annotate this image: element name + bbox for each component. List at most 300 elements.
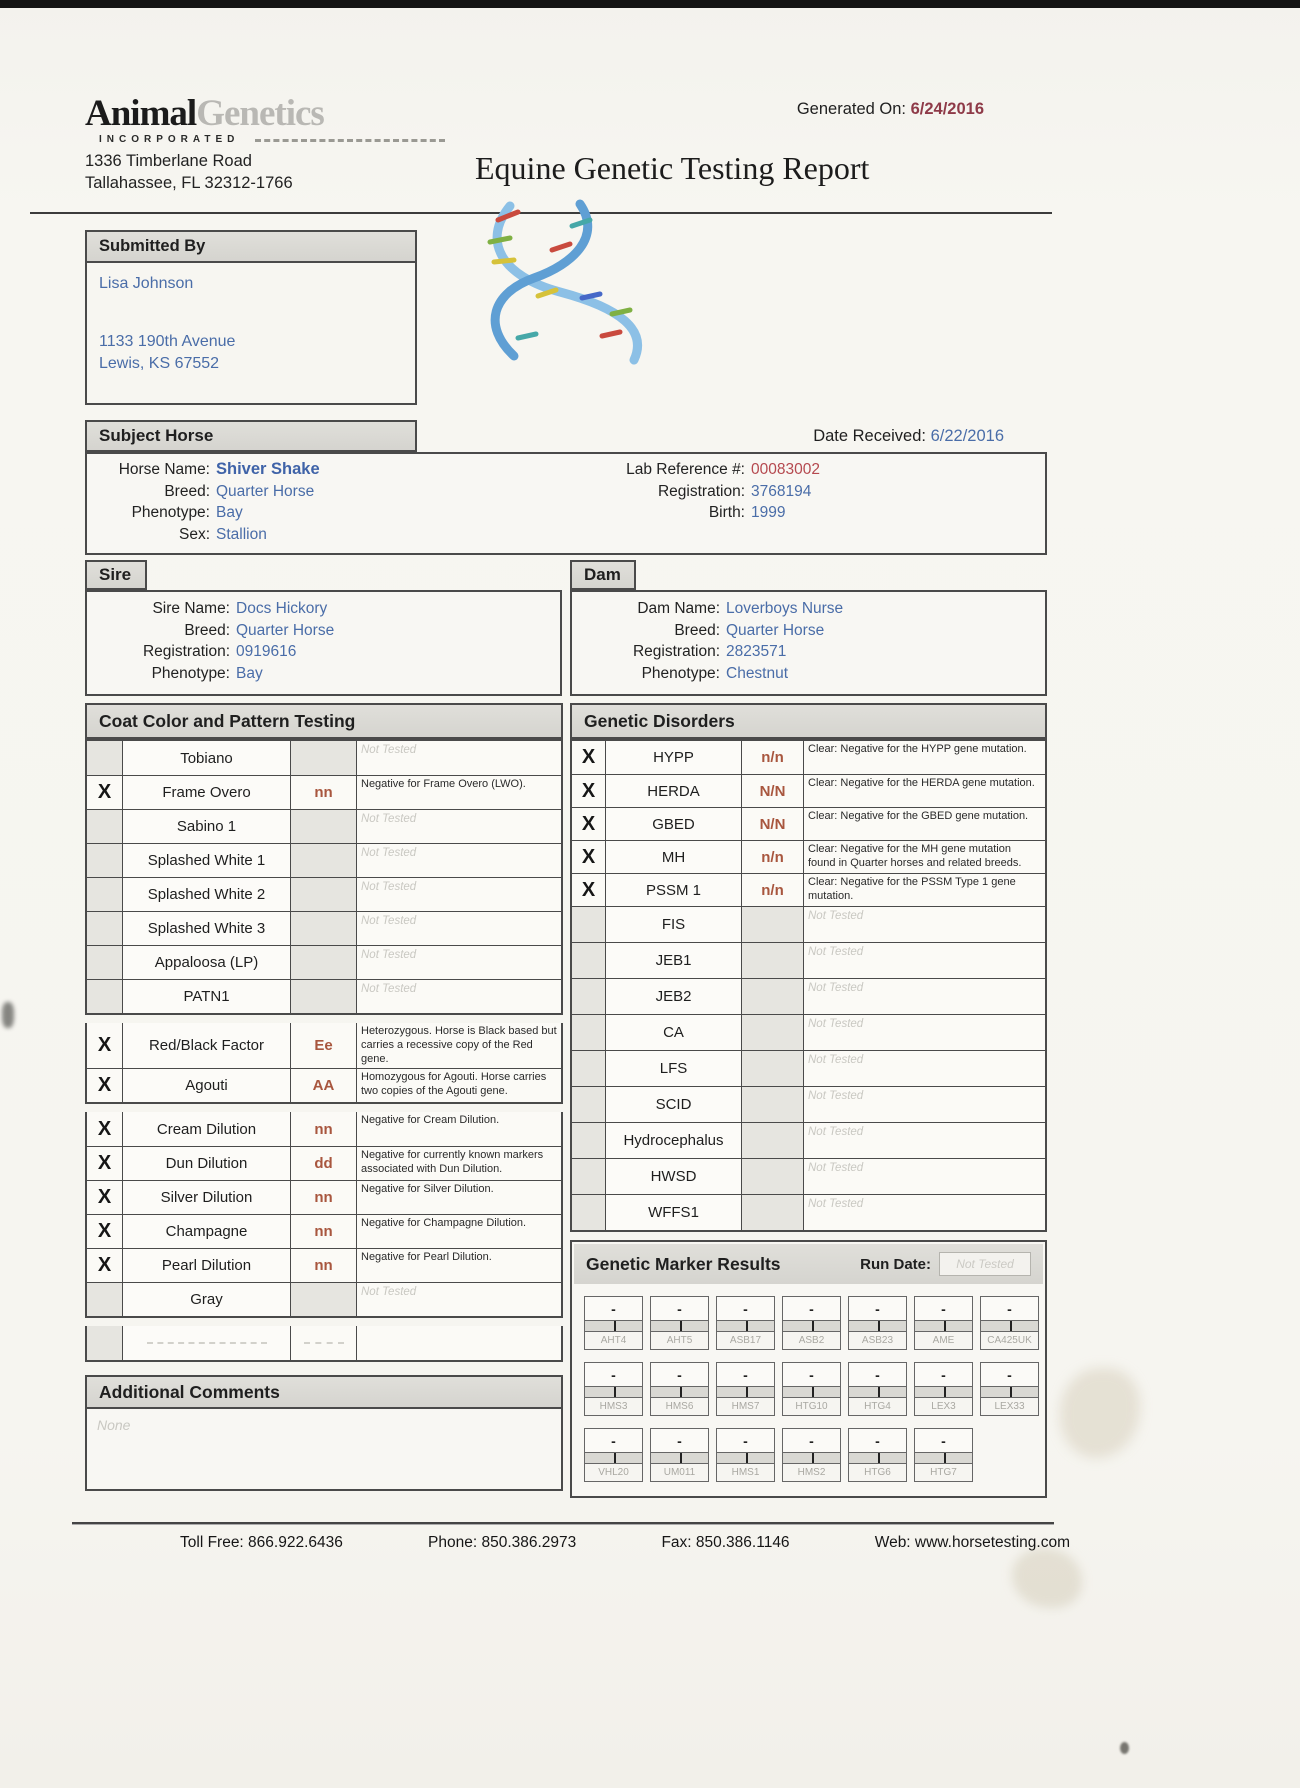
sire-header: Sire — [85, 560, 147, 590]
test-name-cell: PSSM 1 — [606, 874, 742, 906]
submitted-by-box — [85, 230, 417, 405]
field-row — [100, 598, 334, 620]
table-row — [87, 1248, 561, 1282]
field-value: Stallion — [216, 525, 267, 543]
company-address-line2: Tallahassee, FL 32312-1766 — [85, 174, 293, 192]
not-tested-label: Not Tested — [361, 744, 417, 756]
test-comment-cell: Negative for Frame Overo (LWO). — [361, 778, 526, 790]
marker-box — [848, 1362, 907, 1416]
test-result-cell: N/N — [742, 808, 804, 840]
table-row — [87, 741, 561, 775]
submitter-name: Lisa Johnson — [99, 275, 194, 292]
test-result-cell — [742, 979, 804, 1014]
not-tested-label: Not Tested — [808, 1090, 864, 1102]
additional-comments-header: Additional Comments — [85, 1375, 563, 1409]
field-label: Registration: — [632, 643, 720, 660]
marker-box — [584, 1428, 643, 1482]
test-result-cell — [742, 943, 804, 978]
scan-edge-artifact — [0, 0, 1300, 8]
test-name-cell: Sabino 1 — [123, 810, 291, 843]
genetic-disorders-header: Genetic Disorders — [570, 703, 1047, 739]
not-tested-label: Not Tested — [808, 1162, 864, 1174]
placeholder-dash — [147, 1342, 267, 1344]
run-date-label: Run Date: — [860, 1255, 931, 1273]
field-label: Sire Name: — [152, 600, 230, 617]
test-result-cell: nn — [291, 1181, 357, 1214]
field-label: Dam Name: — [637, 600, 720, 617]
table-row — [572, 807, 1045, 840]
footer-item: Web: www.horsetesting.com — [874, 1534, 1070, 1551]
table-row — [572, 1122, 1045, 1158]
test-result-cell: nn — [291, 1249, 357, 1282]
test-comment-cell — [357, 980, 561, 1013]
genetic-marker-results-section — [570, 1240, 1047, 1498]
marker-allele-band — [915, 1452, 972, 1464]
marker-value: - — [611, 1432, 616, 1449]
marker-grid — [572, 1286, 1045, 1482]
checked-mark: X — [87, 776, 123, 809]
marker-box — [914, 1428, 973, 1482]
marker-name: HMS6 — [651, 1398, 708, 1415]
marker-value: - — [743, 1300, 748, 1317]
field-label: Birth: — [708, 504, 745, 521]
field-label: Phenotype: — [131, 504, 210, 521]
test-name-cell: Cream Dilution — [123, 1112, 291, 1146]
marker-name: HTG4 — [849, 1398, 906, 1415]
marker-name: HMS1 — [717, 1464, 774, 1481]
field-row — [95, 481, 320, 503]
table-row — [87, 1214, 561, 1248]
field-label: Registration: — [142, 643, 230, 660]
test-name-cell: HWSD — [606, 1159, 742, 1194]
marker-name: AME — [915, 1332, 972, 1349]
test-comment-cell — [804, 907, 1045, 942]
test-result-cell — [291, 1326, 357, 1360]
test-name-cell: CA — [606, 1015, 742, 1050]
placeholder-dash — [304, 1342, 344, 1344]
test-result-cell — [291, 878, 357, 911]
marker-box — [584, 1296, 643, 1350]
test-result-cell: nn — [291, 776, 357, 809]
marker-row — [584, 1428, 1045, 1482]
test-name-cell: Splashed White 1 — [123, 844, 291, 877]
field-row — [585, 641, 843, 663]
test-comment-cell — [804, 1087, 1045, 1122]
test-result-cell — [742, 1159, 804, 1194]
marker-name: HTG6 — [849, 1464, 906, 1481]
marker-value: - — [875, 1366, 880, 1383]
genetic-disorders-table — [570, 739, 1047, 1240]
marker-allele-band — [783, 1320, 840, 1332]
field-value: Bay — [216, 504, 243, 521]
scan-blob-artifact — [2, 1002, 14, 1028]
marker-value: - — [809, 1366, 814, 1383]
table-row — [87, 1180, 561, 1214]
check-cell — [572, 979, 606, 1014]
test-comment-cell — [804, 1195, 1045, 1230]
marker-box — [914, 1362, 973, 1416]
additional-comments-content: None — [97, 1417, 131, 1433]
test-result-cell: nn — [291, 1215, 357, 1248]
marker-box — [650, 1296, 709, 1350]
marker-name: AHT5 — [651, 1332, 708, 1349]
field-label: Horse Name: — [118, 461, 210, 478]
generated-on-date: 6/24/2016 — [910, 100, 984, 118]
table-row — [87, 843, 561, 877]
test-name-cell: Dun Dilution — [123, 1147, 291, 1180]
test-name-cell: PATN1 — [123, 980, 291, 1013]
field-row — [100, 641, 334, 663]
test-comment-cell — [804, 1015, 1045, 1050]
marker-box — [848, 1428, 907, 1482]
table-row — [572, 873, 1045, 906]
check-cell — [87, 741, 123, 775]
not-tested-label: Not Tested — [361, 813, 417, 825]
table-row — [572, 840, 1045, 873]
test-name-cell: Tobiano — [123, 741, 291, 775]
marker-box — [980, 1296, 1039, 1350]
marker-name: LEX33 — [981, 1398, 1038, 1415]
marker-allele-band — [651, 1320, 708, 1332]
test-comment-cell — [804, 979, 1045, 1014]
table-row — [572, 1158, 1045, 1194]
check-cell — [87, 912, 123, 945]
checked-mark: X — [87, 1249, 123, 1282]
marker-allele-band — [915, 1386, 972, 1398]
test-comment-cell — [357, 741, 561, 775]
marker-value: - — [743, 1432, 748, 1449]
test-name-cell: WFFS1 — [606, 1195, 742, 1230]
test-comment-cell: Clear: Negative for the HYPP gene mutation. — [808, 743, 1027, 755]
logo-incorporated-text: INCORPORATED — [99, 134, 240, 145]
test-result-cell — [742, 907, 804, 942]
test-comment-cell: Heterozygous. Horse is Black based but carries a recessive copy of the Red gene. — [361, 1025, 557, 1065]
checked-mark: X — [87, 1147, 123, 1180]
table-row — [87, 809, 561, 843]
checked-mark: X — [572, 775, 606, 807]
marker-value: - — [677, 1300, 682, 1317]
logo-word-genetics: Genetics — [196, 93, 324, 134]
marker-value: - — [875, 1432, 880, 1449]
marker-allele-band — [783, 1452, 840, 1464]
test-result-cell: dd — [291, 1147, 357, 1180]
check-cell — [87, 1326, 123, 1360]
marker-allele-band — [717, 1452, 774, 1464]
test-name-cell: Frame Overo — [123, 776, 291, 809]
date-received-label: Date Received: — [813, 427, 926, 445]
test-comment-cell: Negative for currently known markers associated with Dun Dilution. — [361, 1149, 544, 1175]
check-cell — [572, 1051, 606, 1086]
marker-name: UM011 — [651, 1464, 708, 1481]
table-row — [87, 945, 561, 979]
test-name-cell: Hydrocephalus — [606, 1123, 742, 1158]
test-name-cell: Gray — [123, 1283, 291, 1316]
test-name-cell: GBED — [606, 808, 742, 840]
not-tested-label: Not Tested — [808, 1198, 864, 1210]
field-row — [100, 620, 334, 642]
not-tested-label: Not Tested — [361, 847, 417, 859]
check-cell — [572, 1015, 606, 1050]
marker-value: - — [677, 1432, 682, 1449]
check-cell — [87, 946, 123, 979]
checked-mark: X — [87, 1069, 123, 1102]
test-comment-cell: Negative for Silver Dilution. — [361, 1183, 494, 1196]
date-received-value: 6/22/2016 — [930, 427, 1004, 445]
run-date — [860, 1252, 1031, 1276]
test-comment-cell: Homozygous for Agouti. Horse carries two copies of the Agouti gene. — [361, 1071, 547, 1097]
field-label: Phenotype: — [151, 664, 230, 682]
marker-box — [782, 1362, 841, 1416]
field-label: Breed: — [184, 621, 230, 639]
checked-mark: X — [572, 841, 606, 873]
table-row — [87, 877, 561, 911]
marker-allele-band — [585, 1386, 642, 1398]
subject-left-fields — [95, 459, 320, 545]
check-cell — [572, 1195, 606, 1230]
sire-fields — [100, 598, 334, 684]
table-row — [87, 1326, 561, 1360]
marker-name: HMS3 — [585, 1398, 642, 1415]
field-row — [100, 663, 334, 685]
generated-on — [797, 100, 984, 119]
field-value: 0919616 — [236, 643, 297, 660]
marker-allele-band — [783, 1386, 840, 1398]
scan-stain — [1012, 1548, 1082, 1608]
test-name-cell: LFS — [606, 1051, 742, 1086]
marker-box — [650, 1428, 709, 1482]
test-comment-cell: Clear: Negative for the GBED gene mutation. — [808, 810, 1029, 822]
field-value: Chestnut — [726, 664, 789, 682]
marker-box — [980, 1362, 1039, 1416]
marker-allele-band — [585, 1452, 642, 1464]
test-result-cell — [291, 946, 357, 979]
coat-row-group — [85, 739, 563, 1015]
not-tested-label: Not Tested — [808, 910, 864, 922]
test-result-cell — [742, 1087, 804, 1122]
test-comment-cell — [804, 1123, 1045, 1158]
coat-testing-header: Coat Color and Pattern Testing — [85, 703, 563, 739]
test-result-cell: n/n — [742, 874, 804, 906]
test-name-cell: Pearl Dilution — [123, 1249, 291, 1282]
table-row — [572, 1086, 1045, 1122]
marker-box — [848, 1296, 907, 1350]
footer-item: Phone: 850.386.2973 — [428, 1534, 577, 1551]
test-name-cell: Champagne — [123, 1215, 291, 1248]
scan-speck — [1120, 1742, 1129, 1754]
test-result-cell: n/n — [742, 741, 804, 774]
logo-dashes-decoration — [255, 139, 445, 142]
test-comment-cell: Clear: Negative for the MH gene mutation found in Quarter horses and related breeds. — [808, 843, 1022, 869]
test-result-cell: Ee — [291, 1023, 357, 1068]
field-value: 00083002 — [751, 461, 820, 478]
table-row — [87, 1282, 561, 1316]
test-comment-cell: Negative for Pearl Dilution. — [361, 1251, 492, 1264]
marker-value: - — [941, 1300, 946, 1317]
check-cell — [87, 980, 123, 1013]
marker-box — [584, 1362, 643, 1416]
generated-on-label: Generated On: — [796, 100, 906, 118]
test-name-cell: Red/Black Factor — [123, 1023, 291, 1068]
marker-name: VHL20 — [585, 1464, 642, 1481]
field-row — [95, 524, 320, 546]
not-tested-label: Not Tested — [808, 1018, 864, 1030]
marker-name: HTG7 — [915, 1464, 972, 1481]
footer-item: Toll Free: 866.922.6436 — [180, 1534, 343, 1551]
submitter-address-line1: 1133 190th Avenue — [99, 333, 236, 350]
checked-mark: X — [87, 1023, 123, 1068]
checked-mark: X — [87, 1215, 123, 1248]
table-row — [572, 1050, 1045, 1086]
disorder-row-group — [570, 739, 1047, 1232]
coat-testing-section — [85, 703, 563, 739]
test-result-cell — [291, 741, 357, 775]
field-row — [95, 502, 320, 524]
dam-header: Dam — [570, 560, 636, 590]
field-row — [545, 481, 820, 503]
check-cell — [572, 907, 606, 942]
marker-name: ASB2 — [783, 1332, 840, 1349]
field-value: Loverboys Nurse — [726, 600, 844, 617]
marker-box — [716, 1428, 775, 1482]
marker-allele-band — [651, 1452, 708, 1464]
checked-mark: X — [87, 1112, 123, 1146]
table-row — [572, 906, 1045, 942]
test-comment-cell — [357, 878, 561, 911]
marker-value: - — [677, 1366, 682, 1383]
field-value: Bay — [236, 664, 263, 682]
marker-allele-band — [717, 1386, 774, 1398]
checked-mark: X — [87, 1181, 123, 1214]
test-result-cell — [742, 1051, 804, 1086]
footer-item: Fax: 850.386.1146 — [661, 1534, 790, 1551]
table-row — [572, 1194, 1045, 1230]
not-tested-label: Not Tested — [361, 881, 417, 893]
test-result-cell — [291, 1283, 357, 1316]
checked-mark: X — [572, 741, 606, 774]
check-cell — [87, 878, 123, 911]
coat-row-group — [85, 1112, 563, 1318]
test-result-cell: n/n — [742, 841, 804, 873]
submitted-by-header: Submitted By — [85, 230, 417, 263]
field-value: Quarter Horse — [236, 621, 335, 639]
table-row — [572, 942, 1045, 978]
test-comment-cell: Negative for Cream Dilution. — [361, 1114, 500, 1127]
marker-box — [716, 1296, 775, 1350]
field-label: Breed: — [164, 482, 210, 500]
test-result-cell — [291, 912, 357, 945]
marker-value: - — [875, 1300, 880, 1317]
table-row — [87, 1146, 561, 1180]
test-result-cell — [742, 1195, 804, 1230]
test-name-cell: Splashed White 3 — [123, 912, 291, 945]
marker-box — [716, 1362, 775, 1416]
marker-box — [914, 1296, 973, 1350]
field-value: Quarter Horse — [216, 482, 315, 500]
check-cell — [572, 1123, 606, 1158]
test-comment-cell — [804, 1051, 1045, 1086]
field-value: Shiver Shake — [216, 460, 320, 478]
report-title: Equine Genetic Testing Report — [475, 150, 870, 186]
marker-row — [584, 1296, 1045, 1350]
subject-right-fields — [545, 459, 820, 524]
marker-name: ASB17 — [717, 1332, 774, 1349]
company-address-line1: 1336 Timberlane Road — [85, 152, 252, 170]
test-result-cell — [742, 1015, 804, 1050]
field-value: Quarter Horse — [726, 621, 825, 639]
marker-allele-band — [717, 1320, 774, 1332]
marker-allele-band — [849, 1320, 906, 1332]
marker-allele-band — [585, 1320, 642, 1332]
marker-row — [584, 1362, 1045, 1416]
field-row — [95, 459, 320, 481]
checked-mark: X — [572, 808, 606, 840]
test-comment-cell — [804, 943, 1045, 978]
not-tested-label: Not Tested — [808, 982, 864, 994]
not-tested-label: Not Tested — [361, 1286, 417, 1299]
marker-value: - — [743, 1366, 748, 1383]
test-name-cell: FIS — [606, 907, 742, 942]
table-row — [87, 1112, 561, 1146]
checked-mark: X — [572, 874, 606, 906]
marker-value: - — [611, 1366, 616, 1383]
not-tested-label: Not Tested — [808, 1126, 864, 1138]
submitter-address-line2: Lewis, KS 67552 — [99, 355, 220, 372]
test-result-cell: N/N — [742, 775, 804, 807]
test-name-cell: JEB2 — [606, 979, 742, 1014]
table-row — [572, 774, 1045, 807]
field-row — [585, 620, 843, 642]
marker-value: - — [611, 1300, 616, 1317]
test-comment-cell: Negative for Champagne Dilution. — [361, 1217, 527, 1230]
field-label: Sex: — [178, 525, 210, 543]
check-cell — [572, 1087, 606, 1122]
dam-section — [570, 560, 636, 590]
not-tested-label: Not Tested — [808, 946, 864, 958]
not-tested-label: Not Tested — [361, 983, 417, 995]
table-row — [87, 775, 561, 809]
marker-value: - — [1007, 1300, 1012, 1317]
test-name-cell: Silver Dilution — [123, 1181, 291, 1214]
scan-stain — [1060, 1368, 1140, 1458]
not-tested-label: Not Tested — [808, 1054, 864, 1066]
field-row — [585, 663, 843, 685]
field-label: Registration: — [657, 482, 745, 500]
footer-divider — [72, 1522, 1054, 1525]
table-row — [87, 911, 561, 945]
marker-allele-band — [915, 1320, 972, 1332]
test-name-cell — [123, 1326, 291, 1360]
test-name-cell: HERDA — [606, 775, 742, 807]
field-row — [585, 598, 843, 620]
field-value: 3768194 — [751, 482, 812, 500]
marker-name: ASB23 — [849, 1332, 906, 1349]
marker-name: AHT4 — [585, 1332, 642, 1349]
marker-value: - — [941, 1366, 946, 1383]
table-row — [572, 1014, 1045, 1050]
marker-name: HTG10 — [783, 1398, 840, 1415]
marker-name: CA425UK — [981, 1332, 1038, 1349]
run-date-value: Not Tested — [939, 1252, 1031, 1276]
test-comment-cell — [357, 844, 561, 877]
test-name-cell: HYPP — [606, 741, 742, 774]
marker-value: - — [1007, 1366, 1012, 1383]
check-cell — [87, 844, 123, 877]
not-tested-label: Not Tested — [361, 915, 417, 927]
marker-box — [650, 1362, 709, 1416]
table-row — [572, 741, 1045, 774]
test-name-cell: Splashed White 2 — [123, 878, 291, 911]
test-result-cell — [291, 980, 357, 1013]
